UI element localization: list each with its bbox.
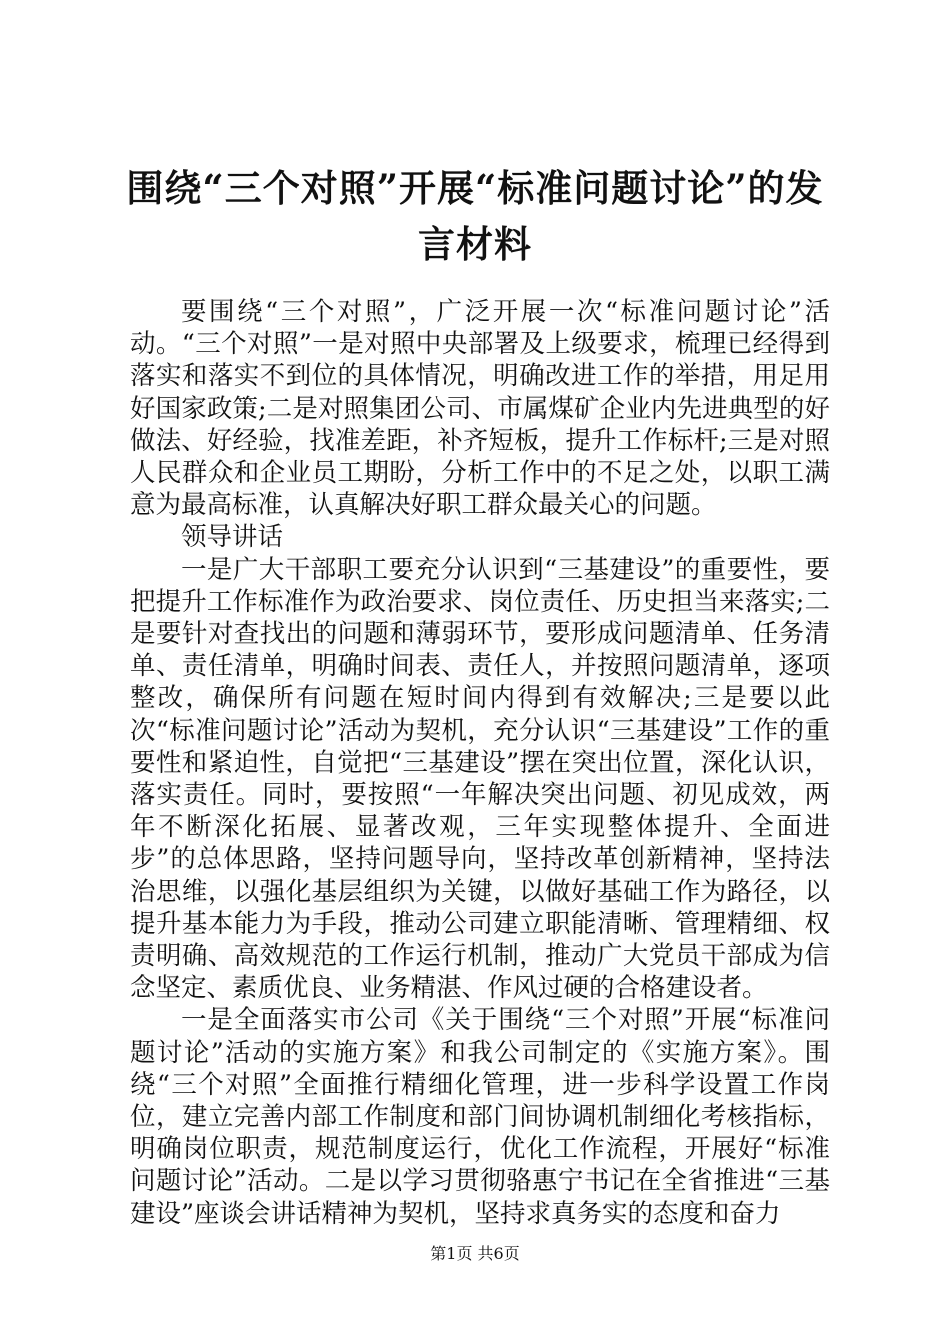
paragraph-implementation: 一是全面落实市公司《关于围绕“三个对照”开展“标准问题讨论”活动的实施方案》和我公司制定的《实施方案》。围绕“三个对照”全面推行精细化管理，进一步科学设置工作岗位，建立完善内部工作制度和部门间协调机制细化考核指标，明确岗位职责，规范制度运行，优化工作流程，开展好“标准问题讨论”活动。二是以学习贯彻骆惠宁书记在全省推进“三基建设”座谈会讲话精神为契机，坚持求真务实的态度和奋力 [130, 1005, 830, 1229]
page-number-footer: 第1页 共6页 [430, 1244, 520, 1263]
document-body [130, 296, 830, 1230]
section-heading-leader-speech: 领导讲话 [181, 522, 284, 553]
paragraph-leader-speech: 一是广大干部职工要充分认识到“三基建设”的重要性，要把提升工作标准作为政治要求、岗位责任、历史担当来落实;二是要针对查找出的问题和薄弱环节，要形成问题清单、任务清单、责任清单，明确时间表、责任人，并按照问题清单，逐项整改，确保所有问题在短时间内得到有效解决;三是要以此次“标准问题讨论”活动为契机，充分认识“三基建设”工作的重要性和紧迫性，自觉把“三基建设”摆在突出位置，深化认识，落实责任。同时，要按照“一年解决突出问题、初见成效，两年不断深化拓展、显著改观，三年实现整体提升、全面进步”的总体思路，坚持问题导向，坚持改革创新精神，坚持法治思维，以强化基层组织为关键，以做好基础工作为路径，以提升基本能力为手段，推动公司建立职能清晰、管理精细、权责明确、高效规范的工作运行机制，推动广大党员干部成为信念坚定、素质优良、业务精湛、作风过硬的合格建设者。 [130, 554, 830, 1004]
paragraph-intro: 要围绕“三个对照”，广泛开展一次“标准问题讨论”活动。“三个对照”一是对照中央部署及上级要求，梳理已经得到落实和落实不到位的具体情况，明确改进工作的举措，用足用好国家政策;二是对照集团公司、市属煤矿企业内先进典型的好做法、好经验，找准差距，补齐短板，提升工作标杆;三是对照人民群众和企业员工期盼，分析工作中的不足之处，以职工满意为最高标准，认真解决好职工群众最关心的问题。 [130, 297, 830, 521]
document-title: 围绕“三个对照”开展“标准问题讨论”的发言材料 [126, 166, 824, 266]
